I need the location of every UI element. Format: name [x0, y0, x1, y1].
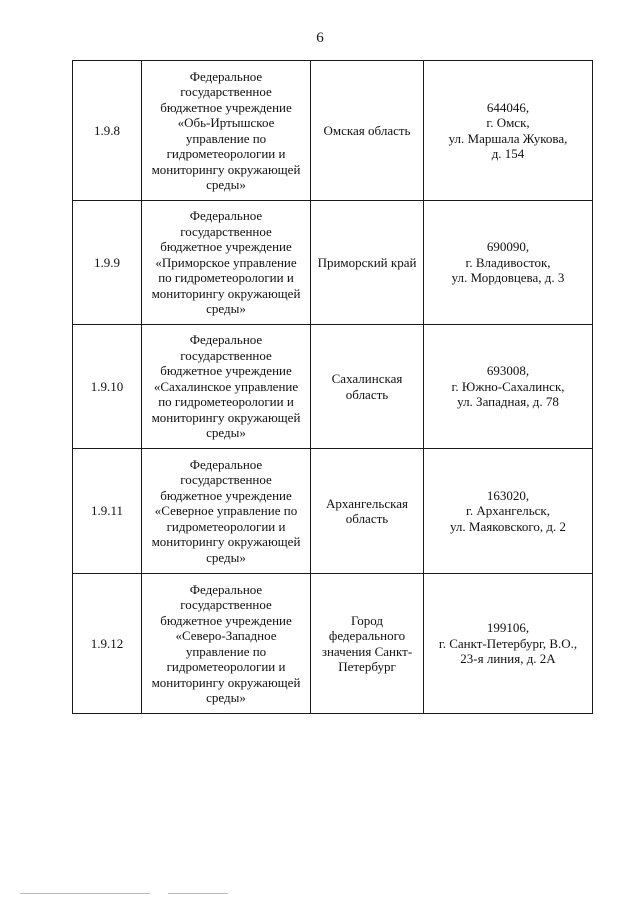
table-row: [73, 61, 593, 201]
region: Архангельская область: [311, 449, 424, 574]
page-number: 6: [316, 30, 324, 46]
address: 163020, г. Архангельск, ул. Маяковского, д. 2: [424, 449, 593, 574]
region: Сахалинская область: [311, 325, 424, 449]
address: 199106, г. Санкт-Петербург, В.О., 23-я линия, д. 2А: [424, 574, 593, 714]
row-number: 1.9.12: [73, 574, 142, 714]
organization-name: Федеральное государственное бюджетное учреждение «Северное управление по гидрометеорологии и мониторингу окружающей среды»: [142, 449, 311, 574]
organization-name: Федеральное государственное бюджетное учреждение «Сахалинское управление по гидрометеорологии и мониторингу окружающей среды»: [142, 325, 311, 449]
scan-artifact-line: [20, 893, 150, 894]
row-number: 1.9.11: [73, 449, 142, 574]
table-row: [73, 574, 593, 714]
organization-name: Федеральное государственное бюджетное учреждение «Приморское управление по гидрометеорологии и мониторингу окружающей среды»: [142, 201, 311, 325]
row-number: 1.9.10: [73, 325, 142, 449]
region: Приморский край: [311, 201, 424, 325]
organization-name: Федеральное государственное бюджетное учреждение «Северо-Западное управление по гидрометеорологии и мониторингу окружающей среды»: [142, 574, 311, 714]
address: 693008, г. Южно-Сахалинск, ул. Западная, д. 78: [424, 325, 593, 449]
address: 644046, г. Омск, ул. Маршала Жукова, д. 154: [424, 61, 593, 201]
row-number: 1.9.9: [73, 201, 142, 325]
institutions-table: [72, 60, 593, 714]
address: 690090, г. Владивосток, ул. Мордовцева, д. 3: [424, 201, 593, 325]
table-row: [73, 201, 593, 325]
row-number: 1.9.8: [73, 61, 142, 201]
scan-artifact-line: [168, 893, 228, 894]
region: Город федерального значения Санкт- Петербург: [311, 574, 424, 714]
organization-name: Федеральное государственное бюджетное учреждение «Обь-Иртышское управление по гидрометеорологии и мониторингу окружающей среды»: [142, 61, 311, 201]
region: Омская область: [311, 61, 424, 201]
table-row: [73, 325, 593, 449]
table-row: [73, 449, 593, 574]
